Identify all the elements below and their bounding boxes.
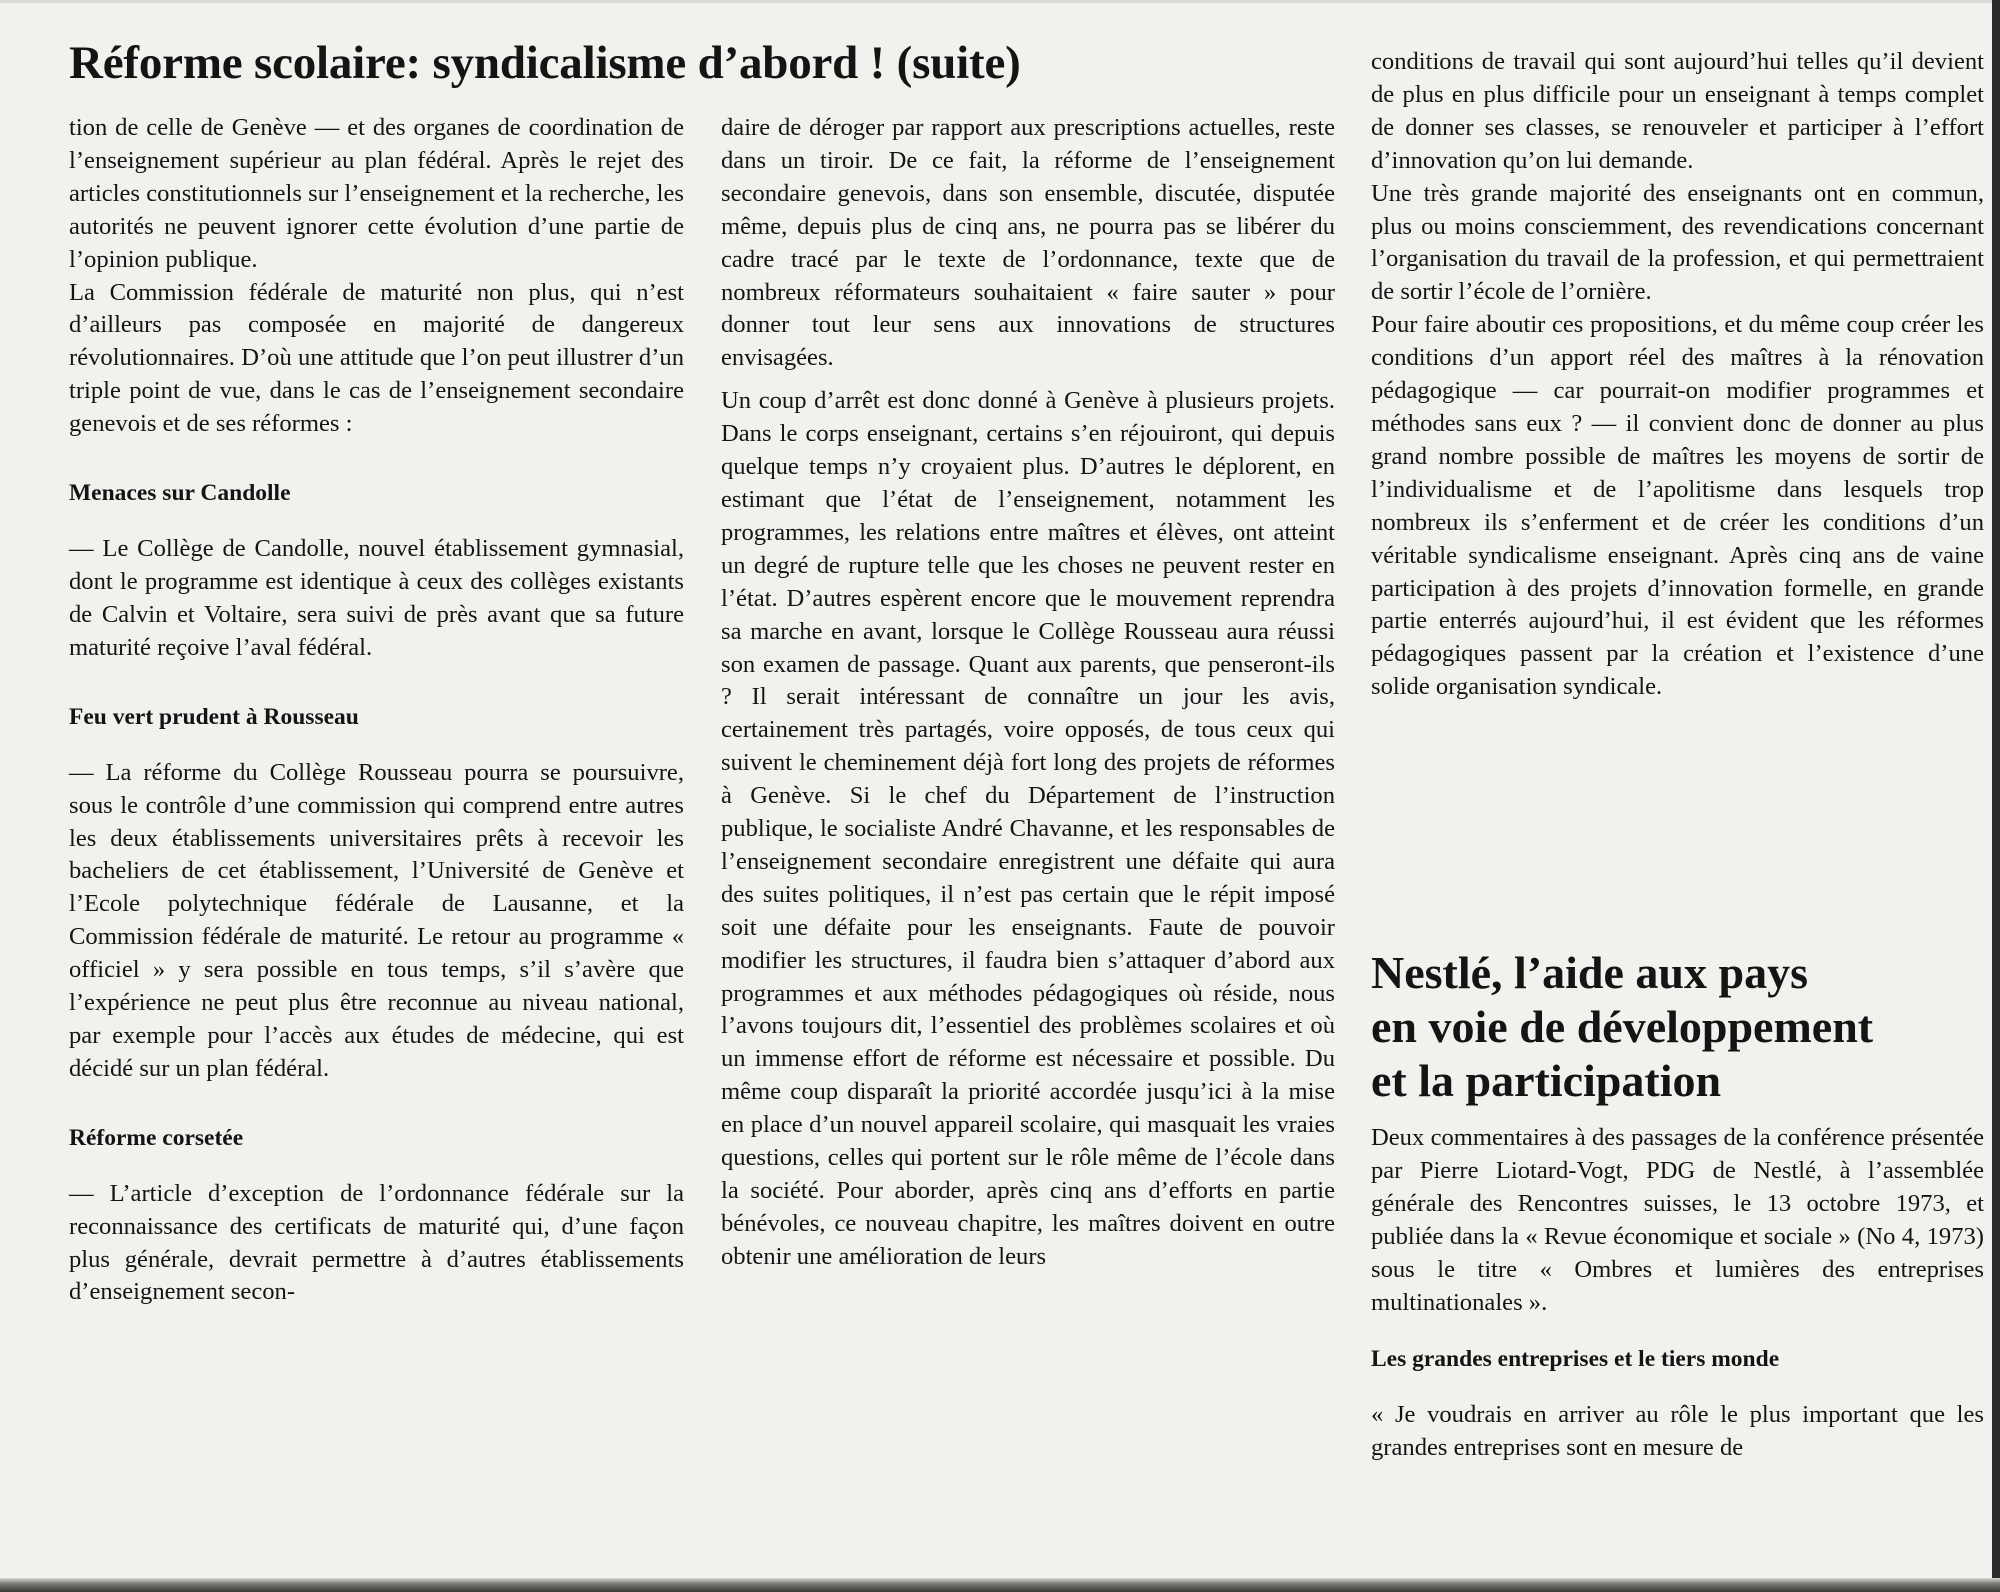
paragraph: « Je voudrais en arriver au rôle le plus important que les grandes entreprises sont en mesure de [1371,1401,1984,1462]
article-headline: Réforme scolaire: syndicalisme d’abord ! (suite) [69,37,1021,89]
paragraph: Pour faire aboutir ces propositions, et du même coup créer les conditions d’un apport réel des maîtres à la rénovation pédagogique — car pourrait-on modifier programmes et méthodes sans eux ? — il convient donc de donner au plus grand nombre possible de maîtres les moyens de sortir de l’individualisme et de l’apolitisme dans lesquels trop nombreux ils s’enferment et de créer les conditions d’un véritable syndicalisme enseignant. Après cinq ans de vaine participation à des projets d’innovation formelle, en grande partie enterrés aujourd’hui, il est évident que les réformes pédagogiques passent par la création et l’existence d’une solide organisation syndicale. [1371,311,1984,701]
article-2 [1371,946,1984,1465]
article-2-intro: Deux commentaires à des passages de la conférence présentée par Pierre Liotard-Vogt, PDG de Nestlé, à l’assemblée générale des Rencontres suisses, le 13 octobre 1973, et publiée dans la « Revue économique et sociale » (No 4, 1973) sous le titre « Ombres et lumières des entreprises multinationales ». [1371,1124,1984,1316]
headline-line: et la participation [1371,1055,1722,1106]
column-3 [1371,46,1984,704]
column-1 [69,112,684,1309]
paragraph: — L’article d’exception de l’ordonnance fédérale sur la reconnaissance des certificats de maturité qui, d’une façon plus générale, devrait permettre à d’autres établissements d’enseignement secon- [69,1179,684,1306]
paragraph: — La réforme du Collège Rousseau pourra se poursuivre, sous le contrôle d’une commission qui comprend entre autres les deux établissements universitaires prêts à recevoir les bacheliers de cet établissement, l’Université de Genève et l’Ecole polytechnique fédérale de Lausanne, et la Commission fédérale de maturité. Le retour au programme « officiel » y sera possible en tous temps, s’il s’avère que l’expérience ne peut plus être reconnue au niveau national, par exemple pour l’accès aux études de médecine, qui est décidé sur un plan fédéral. [69,758,684,1082]
article-2-headline [1371,946,1984,1108]
paragraph: — Le Collège de Candolle, nouvel établissement gymnasial, dont le programme est identique à ceux des collèges existants de Calvin et Voltaire, sera suivi de près avant que sa future maturité reçoive l’aval fédéral. [69,535,684,661]
subheading: Les grandes entreprises et le tiers monde [1371,1346,1780,1373]
paragraph: La Commission fédérale de maturité non plus, qui n’est d’ailleurs pas composée en majorité de dangereux révolutionnaires. D’où une attitude que l’on peut illustrer d’un triple point de vue, dans le cas de l’enseignement secondaire genevois et de ses réformes : [69,278,684,438]
subheading: Feu vert prudent à Rousseau [69,703,359,730]
headline-line: en voie de développement [1371,1001,1874,1052]
paragraph: conditions de travail qui sont aujourd’hui telles qu’il devient de plus en plus difficile pour un enseignant à temps complet de donner ses classes, se renouveler et participer à l’effort d’innovation qu’on lui demande. [1371,48,1984,174]
column-2 [721,112,1335,1274]
paragraph: tion de celle de Genève — et des organes de coordination de l’enseignement supérieur au plan fédéral. Après le rejet des articles constitutionnels sur l’enseignement et la recherche, les autorités ne peuvent ignorer cette évolution d’une partie de l’opinion publique. [69,114,684,273]
scan-edge-top [0,0,2000,3]
paragraph: daire de déroger par rapport aux prescriptions actuelles, reste dans un tiroir. De ce fait, la réforme de l’enseignement secondaire genevois, dans son ensemble, discutée, disputée même, depuis plus de cinq ans, ne pourra pas se libérer du cadre tracé par le texte de l’ordonnance, texte que de nombreux réformateurs souhaitaient « faire sauter » pour donner tout leur sens aux innovations de structures envisagées. [721,114,1335,372]
subheading: Réforme corsetée [69,1124,244,1151]
headline-line: Nestlé, l’aide aux pays [1371,947,1808,998]
paragraph: Un coup d’arrêt est donc donné à Genève à plusieurs projets. Dans le corps enseignant, certains s’en réjouiront, qui depuis quelque temps n’y croyaient plus. D’autres le déplorent, en estimant que l’état de l’enseignement, notamment les programmes, les relations entre maîtres et élèves, ont atteint un degré de rupture telle que les choses ne peuvent rester en l’état. D’autres espèrent encore que le mouvement reprendra sa marche en avant, lorsque le Collège Rousseau aura réussi son examen de passage. Quant aux parents, que penseront-ils ? Il serait intéressant de connaître un jour les avis, certainement très partagés, voire opposés, de tous ceux qui suivent le cheminement déjà fort long des projets de réformes à Genève. Si le chef du Département de l’instruction publique, le socialiste André Chavanne, et les responsables de l’enseignement secondaire enregistrent une défaite qui aura des suites politiques, il n’est pas certain que le répit imposé soit une défaite pour les enseignants. Faute de pouvoir modifier les structures, il faudra bien s’attaquer d’abord aux programmes et aux méthodes pédagogiques où réside, nous l’avons toujours dit, l’essentiel des problèmes scolaires et où un immense effort de réforme est nécessaire et possible. Du même coup disparaît la priorité accordée jusqu’ici à la mise en place d’un nouvel appareil scolaire, qui masquait les vraies questions, celles qui portent sur le rôle même de l’école dans la société. Pour aborder, après cinq ans d’efforts en partie bénévoles, ce nouveau chapitre, les maîtres doivent en outre obtenir une amélioration de leurs [721,387,1335,1270]
paragraph: Une très grande majorité des enseignants ont en commun, plus ou moins consciemment, des revendications concernant l’organisation du travail de la profession, et qui permettraient de sortir l’école de l’ornière. [1371,179,1984,306]
scan-edge-bottom [0,1578,2000,1592]
scan-edge-right [1992,0,2000,1592]
subheading: Menaces sur Candolle [69,480,291,507]
